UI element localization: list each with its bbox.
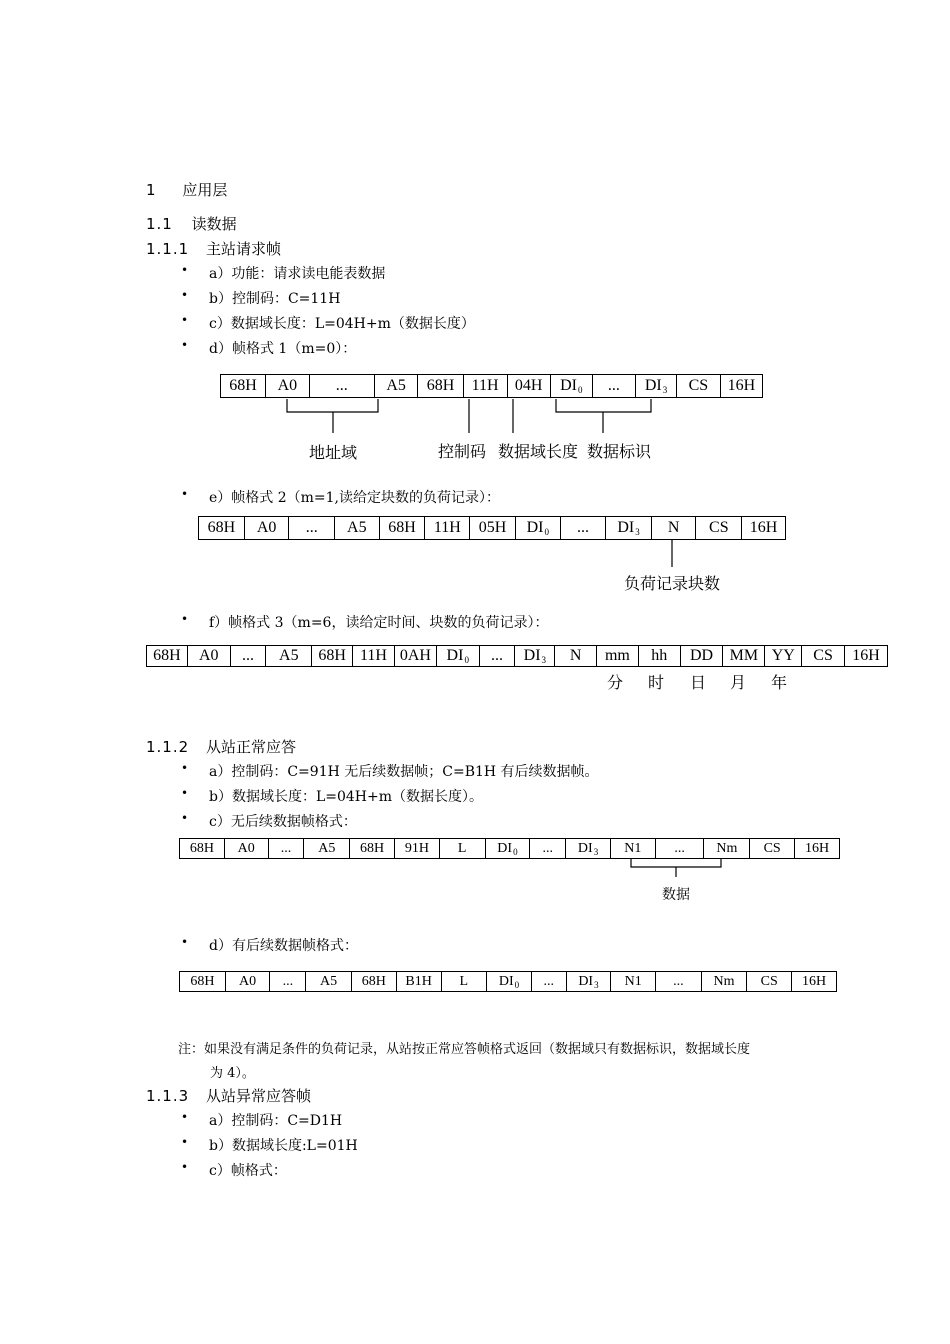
frame-cell-di3: $DI_3$	[606, 517, 652, 540]
list-item-text: b）数据域长度：L=04H+m（数据长度）。	[209, 789, 484, 805]
frame-cell: 68H	[350, 839, 395, 859]
bullet-icon: •	[181, 786, 189, 800]
frame-cell: ...	[656, 972, 702, 992]
frame-cell: 16H	[795, 839, 840, 859]
frame-cell: ...	[270, 972, 306, 992]
heading-1-1-1-title: 主站请求帧	[205, 240, 281, 258]
bullet-icon: •	[181, 612, 189, 626]
bullet-icon: •	[181, 811, 189, 825]
label-load-record-blocks: 负荷记录块数	[624, 574, 721, 593]
frame-cell-di3: $DI_3$	[636, 375, 677, 398]
heading-1-1-number: 1.1	[146, 215, 173, 233]
label-data: 数据	[662, 887, 690, 903]
frame-cell: Nm	[704, 839, 750, 859]
heading-1-number: 1	[146, 181, 156, 199]
frame-cell-di0: $DI_0$	[436, 646, 479, 667]
frame-cell: ...	[530, 839, 566, 859]
label-month: 月	[730, 673, 747, 692]
bullet-icon: •	[181, 263, 189, 277]
heading-1-1-3	[146, 1085, 311, 1106]
frame-cell: CS	[802, 646, 845, 667]
frame-cell: A5	[304, 839, 350, 859]
frame-cell: 68H	[147, 646, 188, 667]
frame-format-3	[146, 645, 888, 667]
frame-cell: A0	[187, 646, 230, 667]
label-control-code: 控制码	[438, 442, 487, 461]
frame-cell: 16H	[720, 375, 762, 398]
frame-cell: 16H	[844, 646, 887, 667]
frame-cell: 04H	[507, 375, 550, 398]
frame-cell-di0: $DI_0$	[485, 839, 530, 859]
bullet-icon: •	[181, 338, 189, 352]
list-item-text: a）功能：请求读电能表数据	[209, 266, 386, 282]
frame-format-no-followup	[179, 838, 840, 859]
list-item-text: e）帧格式 2（m=1,读给定块数的负荷记录）：	[209, 490, 501, 506]
bullet-icon: •	[181, 935, 189, 949]
frame-cell: CS	[677, 375, 721, 398]
label-hour: 时	[648, 673, 665, 692]
frame-cell: mm	[597, 646, 639, 667]
list-item-text: a）控制码：C=91H 无后续数据帧；C=B1H 有后续数据帧。	[209, 764, 599, 780]
note-line-1: 注：如果没有满足条件的负荷记录，从站按正常应答帧格式返回（数据域只有数据标识，数据域长度	[178, 1042, 751, 1057]
heading-1-1-2-title: 从站正常应答	[205, 738, 296, 756]
label-address-field: 地址域	[309, 443, 358, 462]
list-item-text: c）数据域长度：L=04H+m（数据长度）	[209, 316, 475, 332]
list-item-text: b）控制码：C=11H	[209, 291, 341, 307]
frame-cell: ...	[531, 972, 566, 992]
label-data-length: 数据域长度	[498, 442, 579, 461]
frame-cell-di3: $DI_3$	[515, 646, 555, 667]
frame-cell: ...	[655, 839, 704, 859]
frame-cell: 68H	[379, 517, 425, 540]
frame-cell: Nm	[701, 972, 747, 992]
frame-cell: N	[651, 517, 696, 540]
frame-cell: DD	[680, 646, 723, 667]
frame-cell: CS	[696, 517, 742, 540]
label-year: 年	[771, 673, 788, 692]
frame-cell: A0	[244, 517, 289, 540]
frame-cell: ...	[268, 839, 304, 859]
heading-1-title: 应用层	[182, 181, 228, 199]
heading-1-1-2	[146, 736, 296, 757]
frame-cell-di0: $DI_0$	[515, 517, 560, 540]
frame-cell: 11H	[353, 646, 395, 667]
frame-cell: ...	[560, 517, 606, 540]
heading-1-1-title: 读数据	[191, 215, 237, 233]
heading-1-1-3-number: 1.1.3	[146, 1087, 190, 1105]
frame-cell: 11H	[463, 375, 507, 398]
heading-1-1-1-number: 1.1.1	[146, 240, 190, 258]
frame-cell: A5	[335, 517, 380, 540]
list-item-text: a）控制码：C=D1H	[209, 1113, 343, 1129]
bullet-icon: •	[181, 487, 189, 501]
frame-cell: N1	[610, 839, 655, 859]
frame-cell: 16H	[742, 517, 786, 540]
list-item-text: b）数据域长度:L=01H	[209, 1138, 358, 1154]
frame-cell: 68H	[312, 646, 353, 667]
frame-cell: A5	[306, 972, 352, 992]
frame-cell-di3: $DI_3$	[566, 839, 611, 859]
frame-cell-di0: $DI_0$	[550, 375, 592, 398]
frame-cell: 16H	[792, 972, 837, 992]
bullet-icon: •	[181, 1110, 189, 1124]
frame-cell: 05H	[470, 517, 516, 540]
frame-cell: A5	[266, 646, 312, 667]
frame-cell: ...	[309, 375, 374, 398]
frame-cell: ...	[230, 646, 266, 667]
frame-cell: 91H	[395, 839, 440, 859]
heading-1-1-3-title: 从站异常应答帧	[205, 1087, 311, 1105]
heading-1-1-2-number: 1.1.2	[146, 738, 190, 756]
frame-cell: ...	[289, 517, 335, 540]
frame-cell: L	[439, 839, 485, 859]
frame-cell: N1	[611, 972, 656, 992]
frame-cell: 11H	[425, 517, 470, 540]
frame-format-2	[198, 516, 786, 540]
frame-cell: hh	[638, 646, 680, 667]
frame-cell: A5	[374, 375, 418, 398]
frame-cell: ...	[592, 375, 635, 398]
frame-cell: YY	[765, 646, 802, 667]
frame-cell: 68H	[221, 375, 266, 398]
frame-cell: ...	[479, 646, 515, 667]
bullet-icon: •	[181, 1160, 189, 1174]
frame-cell-di0: $DI_0$	[487, 972, 532, 992]
frame-cell: A0	[224, 839, 268, 859]
list-item-text: c）帧格式：	[209, 1163, 287, 1179]
bullet-icon: •	[181, 761, 189, 775]
frame-cell: L	[441, 972, 487, 992]
frame-cell: CS	[750, 839, 795, 859]
label-data-identifier: 数据标识	[587, 442, 652, 461]
frame-cell: 68H	[180, 972, 226, 992]
list-item-text: c）无后续数据帧格式：	[209, 814, 357, 830]
frame-cell: B1H	[396, 972, 441, 992]
list-item-text: f）帧格式 3（m=6，读给定时间、块数的负荷记录）：	[209, 615, 549, 631]
list-item-text: d）帧格式 1（m=0）：	[209, 341, 357, 357]
list-item-text: d）有后续数据帧格式：	[209, 938, 358, 954]
frame-cell: A0	[225, 972, 270, 992]
frame-cell: CS	[747, 972, 792, 992]
label-day: 日	[690, 673, 707, 692]
frame-cell: N	[555, 646, 597, 667]
frame-cell: 68H	[351, 972, 396, 992]
label-minute: 分	[607, 673, 624, 692]
frame-format-with-followup	[179, 971, 837, 992]
frame-cell-di3: $DI_3$	[566, 972, 611, 992]
frame-cell: 0AH	[394, 646, 436, 667]
frame-cell: A0	[266, 375, 310, 398]
frame-cell: MM	[723, 646, 765, 667]
bullet-icon: •	[181, 288, 189, 302]
frame-cell: 68H	[199, 517, 245, 540]
bullet-icon: •	[181, 313, 189, 327]
bullet-icon: •	[181, 1135, 189, 1149]
frame-cell: 68H	[180, 839, 225, 859]
frame-cell: 68H	[418, 375, 463, 398]
note-line-2: 为 4）。	[210, 1066, 255, 1081]
